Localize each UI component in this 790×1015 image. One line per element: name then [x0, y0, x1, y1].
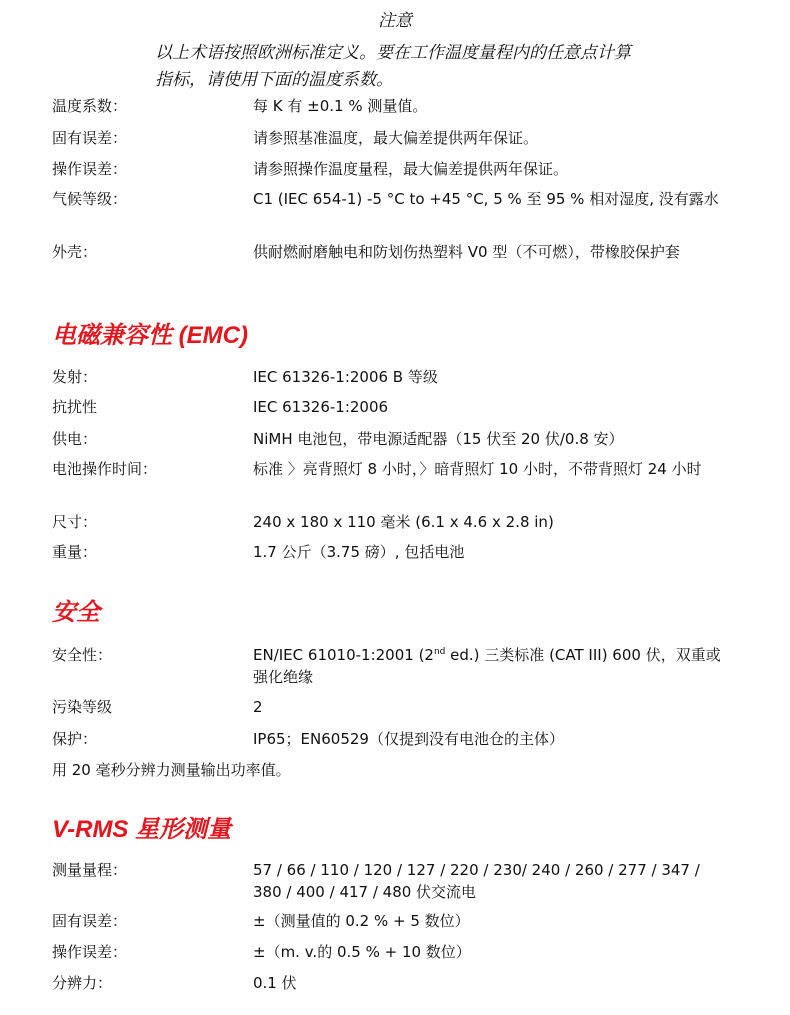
spec-value	[253, 644, 733, 688]
spec-value: NiMH 电池包，带电源适配器（15 伏至 20 伏/0.8 安）	[253, 430, 624, 448]
spec-row-safety	[52, 644, 742, 688]
spec-value: IP65；EN60529（仅提到没有电池仓的主体）	[253, 730, 564, 748]
spec-value: 0.1 伏	[253, 974, 297, 992]
spec-label: 分辨力：	[52, 974, 113, 992]
spec-value: C1 (IEC 654-1) -5 °C to +45 °C, 5 % 至 95 % 相对湿度, 没有露水	[253, 190, 719, 208]
spec-value: IEC 61326-1:2006 B 等级	[253, 368, 438, 386]
spec-row-power-supply	[52, 428, 742, 450]
spec-value: 供耐燃耐磨触电和防划伤热塑料 V0 型（不可燃），带橡胶保护套	[253, 243, 680, 261]
spec-value: IEC 61326-1:2006	[253, 398, 389, 416]
section-heading-emc: 电磁兼容性 (EMC)	[52, 322, 248, 349]
spec-label: 重量：	[52, 543, 98, 561]
safety-value-post: ed.) 三类标准 (CAT III) 600 伏，双重或强化绝缘	[253, 646, 721, 686]
safety-value-superscript: nd	[433, 647, 446, 657]
spec-row-intrinsic-error-vrms	[52, 910, 742, 932]
spec-row-intrinsic-error	[52, 127, 742, 149]
spec-value: 请参照基准温度，最大偏差提供两年保证。	[253, 129, 539, 147]
spec-row-climate-class	[52, 188, 742, 210]
spec-row-measuring-range	[52, 859, 742, 903]
spec-row-operating-error-vrms	[52, 941, 742, 963]
spec-value: 2	[253, 698, 263, 716]
spec-label: 操作误差：	[52, 160, 128, 178]
spec-row-weight	[52, 541, 742, 563]
spec-label: 安全性：	[52, 646, 113, 664]
spec-value: 请参照操作温度量程，最大偏差提供两年保证。	[253, 160, 569, 178]
spec-label: 污染等级	[52, 698, 113, 716]
spec-value: 标准 〉亮背照灯 8 小时，〉暗背照灯 10 小时，不带背照灯 24 小时	[253, 460, 702, 478]
spec-label: 温度系数：	[52, 97, 128, 115]
spec-label: 发射：	[52, 368, 98, 386]
spec-label: 尺寸：	[52, 513, 98, 531]
section-heading-safety: 安全	[52, 599, 100, 626]
spec-label: 操作误差：	[52, 943, 128, 961]
spec-row-resolution	[52, 972, 742, 994]
spec-row-operating-error	[52, 158, 742, 180]
spec-row-housing	[52, 241, 742, 263]
spec-label: 电池操作时间：	[52, 460, 158, 478]
spec-label: 供电：	[52, 430, 98, 448]
spec-value: 1.7 公斤（3.75 磅）, 包括电池	[253, 543, 465, 561]
note-body: 以上术语按照欧洲标准定义。要在工作温度量程内的任意点计算指标，请使用下面的温度系数。	[155, 43, 631, 90]
spec-label: 固有误差：	[52, 912, 128, 930]
spec-value: ±（m. v.的 0.5 % + 10 数位）	[253, 943, 471, 961]
spec-row-temperature-coefficient	[52, 95, 742, 117]
spec-value: 240 x 180 x 110 毫米 (6.1 x 4.6 x 2.8 in)	[253, 513, 554, 531]
spec-row-immunity	[52, 396, 742, 418]
safety-footnote: 用 20 毫秒分辨力测量输出功率值。	[52, 761, 291, 779]
spec-row-emission	[52, 366, 742, 388]
section-heading-vrms: V-RMS 星形测量	[52, 816, 232, 843]
spec-label: 测量量程：	[52, 861, 128, 879]
spec-label: 气候等级：	[52, 190, 128, 208]
spec-row-protection	[52, 728, 742, 750]
safety-value-pre: EN/IEC 61010-1:2001 (2	[253, 646, 434, 664]
spec-label: 外壳：	[52, 243, 98, 261]
spec-label: 保护：	[52, 730, 98, 748]
note-title: 注意	[378, 11, 412, 31]
spec-value: 57 / 66 / 110 / 120 / 127 / 220 / 230/ 240 / 260 / 277 / 347 / 380 / 400 / 417 / 480 伏交流电	[253, 861, 700, 901]
spec-label: 抗扰性	[52, 398, 98, 416]
spec-value: ±（测量值的 0.2 % + 5 数位）	[253, 912, 470, 930]
spec-row-pollution-degree	[52, 696, 742, 718]
spec-row-battery-time	[52, 458, 742, 480]
spec-row-dimensions	[52, 511, 742, 533]
spec-value: 每 K 有 ±0.1 % 测量值。	[253, 97, 428, 115]
spec-label: 固有误差：	[52, 129, 128, 147]
